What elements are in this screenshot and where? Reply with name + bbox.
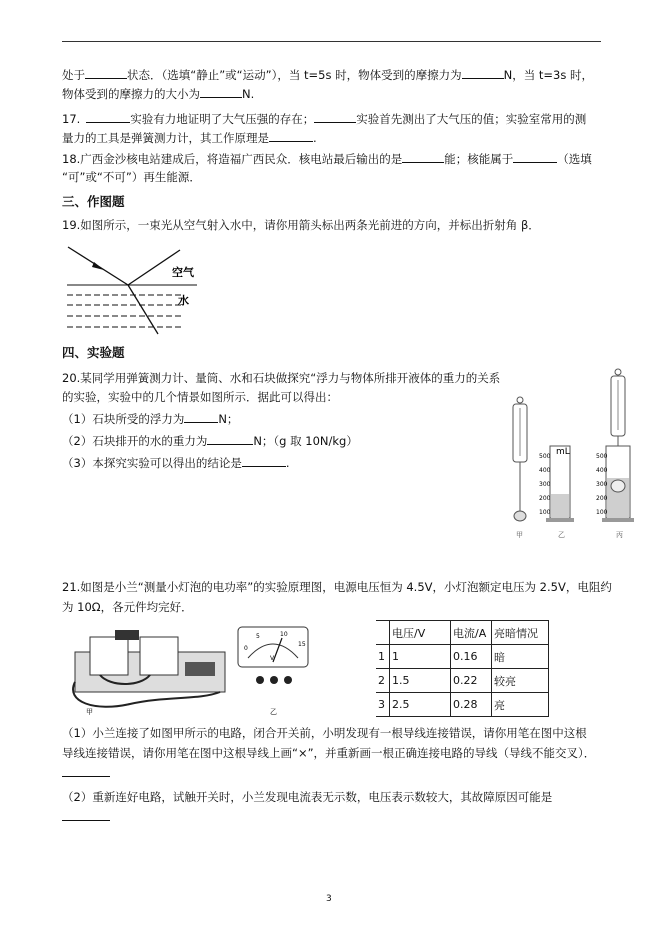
rheostat	[185, 662, 215, 676]
data-table	[376, 620, 549, 717]
air-label: 空气	[172, 266, 194, 279]
tick-label: 500	[539, 453, 551, 460]
q16-line2: 物体受到的摩擦力的大小为 N.	[62, 87, 255, 101]
tick-label: 500	[596, 453, 608, 460]
water-fill	[551, 494, 569, 518]
q20-part1: （1）石块所受的浮力为 N；	[62, 412, 239, 426]
answer-blank[interactable]	[462, 67, 504, 79]
q19-text: 19.如图所示，一束光从空气射入水中，请你用箭头标出两条光前进的方向，并标出折射角 β．	[62, 218, 540, 232]
tick-label: 200	[539, 495, 551, 502]
answer-blank[interactable]	[86, 111, 130, 123]
arrow-icon	[92, 262, 104, 270]
hook-ring	[517, 397, 523, 403]
q21-line1: 21.如图是小兰“测量小灯泡的电功率”的实验原理图，电源电压恒为 4.5V，小灯泡额定电压为 2.5V，电阻约	[62, 580, 612, 594]
figure-label: 甲	[516, 531, 523, 539]
answer-blank[interactable]	[314, 111, 356, 123]
table-header-row: 电压/V 电流/A 亮暗情况	[376, 621, 549, 645]
tick-label: 400	[596, 467, 608, 474]
table-row: 3 2.5 0.28 亮	[376, 693, 549, 717]
section-3-heading: 三、作图题	[62, 194, 125, 209]
scale-label: 15	[298, 641, 306, 648]
table-row: 1 1 0.16 暗	[376, 645, 549, 669]
q20-part2: （2）石块排开的水的重力为 N；（g 取 10N/kg）	[62, 434, 358, 448]
section-4-heading: 四、实验题	[62, 345, 125, 360]
scale-label: 5	[256, 633, 260, 640]
terminal	[270, 676, 278, 684]
voltmeter	[140, 637, 178, 675]
circuit-figure	[70, 622, 340, 717]
hook-ring	[615, 369, 621, 375]
answer-blank[interactable]	[242, 455, 286, 467]
answer-blank[interactable]	[513, 151, 557, 163]
figure-label: 丙	[616, 531, 623, 539]
scale-label: 10	[280, 631, 288, 638]
tick-label: 100	[539, 509, 551, 516]
tick-label: 100	[596, 509, 608, 516]
answer-blank[interactable]	[184, 411, 218, 423]
table-row: 2 1.5 0.22 较亮	[376, 669, 549, 693]
answer-blank[interactable]	[200, 86, 242, 98]
q20-part3: （3）本探究实验可以得出的结论是 .	[62, 456, 290, 470]
q20-line1: 20.某同学用弹簧测力计、量筒、水和石块做探究“浮力与物体所排开液体的重力的关系	[62, 371, 501, 385]
cylinder-base	[602, 518, 634, 522]
terminal	[284, 676, 292, 684]
answer-blank[interactable]	[269, 130, 313, 142]
answer-blank[interactable]	[402, 151, 444, 163]
tick-label: 300	[596, 481, 608, 488]
q17-line1: 17. 实验有力地证明了大气压强的存在； 实验首先测出了大气压的值；实验室常用的测	[62, 112, 587, 126]
page-number: 3	[326, 894, 332, 904]
water-label: 水	[178, 294, 189, 307]
answer-blank[interactable]	[207, 433, 253, 445]
q21-part1-line2: 导线连接错误，请你用笔在图中这根导线上画“×”，并重新画一根正确连接电路的导线（导线不能交叉）．	[62, 746, 596, 760]
answer-blank[interactable]	[62, 776, 110, 777]
figure-label: 甲	[86, 708, 93, 716]
battery	[115, 630, 139, 640]
q17-line2: 量力的工具是弹簧测力计，其工作原理是 .	[62, 131, 317, 145]
refraction-figure	[62, 238, 202, 338]
q21-part1-line1: （1）小兰连接了如图甲所示的电路，闭合开关前，小明发现有一根导线连接错误，请你用笔在图中这根	[62, 726, 587, 740]
figure-label: 乙	[270, 708, 277, 716]
ammeter	[90, 637, 128, 675]
q21-part2: （2）重新连好电路，试触开关时，小兰发现电流表无示数，电压表示数较大，其故障原因可能是	[62, 790, 553, 804]
cylinder-base	[546, 518, 574, 522]
tick-label: 400	[539, 467, 551, 474]
figure-label: 乙	[558, 531, 565, 539]
stone	[514, 511, 526, 521]
header-rule	[62, 41, 601, 42]
terminal	[256, 676, 264, 684]
q18-line2: “可”或“不可”）再生能源．	[62, 170, 201, 184]
buoyancy-figure	[506, 366, 646, 541]
unit-label: mL	[556, 447, 570, 457]
q16-line1: 处于 状态．（选填“静止”或“运动”），当 t=5s 时，物体受到的摩擦力为 N，当 t=3s 时，	[62, 68, 593, 82]
stone	[611, 480, 625, 492]
answer-blank[interactable]	[85, 67, 127, 79]
tick-label: 200	[596, 495, 608, 502]
q18-line1: 18.广西金沙核电站建成后，将造福广西民众．核电站最后输出的是 能；核能属于 （选填	[62, 152, 592, 166]
q20-line2: 的实验，实验中的几个情景如图所示．据此可以得出：	[62, 390, 338, 404]
unit-label: V	[270, 655, 275, 662]
answer-blank[interactable]	[62, 820, 110, 821]
scale-label: 0	[244, 645, 248, 652]
tick-label: 300	[539, 481, 551, 488]
q21-line2: 为 10Ω，各元件均完好．	[62, 600, 193, 614]
